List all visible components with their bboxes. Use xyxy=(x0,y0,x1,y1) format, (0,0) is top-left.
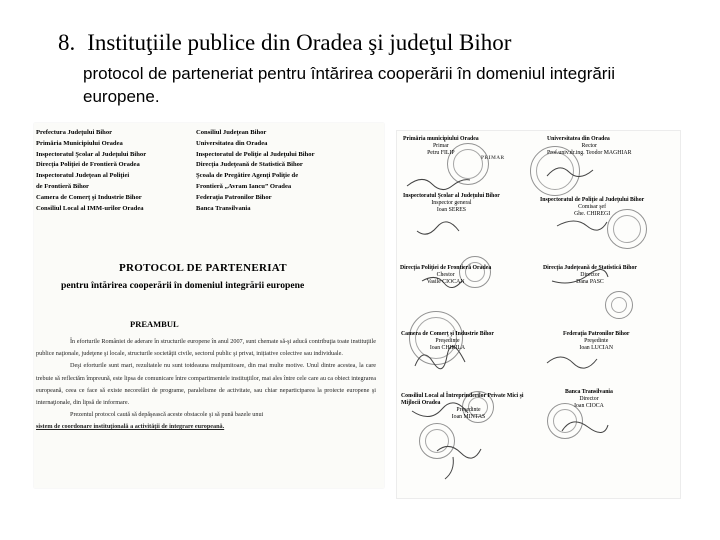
signature-scrawl xyxy=(562,422,608,433)
signature-name: Ghe. CHIREGI xyxy=(574,211,611,217)
institution-name: Frontieră „Avram Iancu” Oradea xyxy=(196,182,292,190)
signature-org: Banca Transilvania xyxy=(565,389,613,395)
institutions-list xyxy=(36,129,376,215)
heading-title: Instituţiile publice din Oradea şi judeţul Bihor xyxy=(87,30,512,55)
institution-name: Direcţia Judeţeană de Statistică Bihor xyxy=(196,161,303,169)
handwritten-signatures xyxy=(397,131,680,498)
signature-name: Ioan MINTAS xyxy=(451,414,486,420)
signature-role: Comisar şef xyxy=(578,204,607,210)
signatures-page-scan xyxy=(396,130,681,499)
signature-org: Primăria municipiului Oradea xyxy=(403,136,479,142)
signature-block xyxy=(540,197,644,218)
signature-block xyxy=(565,389,613,410)
signature-name: Ioan CHIRILA xyxy=(429,345,466,351)
institution-row xyxy=(36,151,376,162)
signature-org: Inspectoratul Şcolar al Judeţului Bihor xyxy=(403,193,500,199)
signature-scrawl xyxy=(437,446,481,458)
signature-org: Direcţia Poliţiei de Frontieră Oradea xyxy=(400,265,492,271)
institution-name: Consiliul Judeţean Bihor xyxy=(196,129,267,136)
protocol-page-scan xyxy=(34,123,384,488)
institution-row xyxy=(36,183,376,194)
signature-org: Universitatea din Oradea xyxy=(547,136,610,142)
preamble-text xyxy=(36,336,376,434)
paragraph: sistem de coordonare instituţională a activităţii de integrare europeană. xyxy=(36,423,225,431)
institution-row xyxy=(36,172,376,183)
protocol-subtitle: pentru întărirea cooperării în domeniul integrării europene xyxy=(61,280,305,291)
signature-name: Dana PASC xyxy=(576,279,604,285)
signature-org: Federaţia Patronilor Bihor xyxy=(563,331,630,337)
paragraph: Prezentul protocol caută să depăşească aceste obstacole şi să pună bazele unui xyxy=(70,411,264,419)
signature-scrawl xyxy=(547,357,597,368)
signature-name: Vasile CIOCAN xyxy=(426,279,465,285)
preamble-title: PREAMBUL xyxy=(130,319,179,329)
signature-role: Preşedinte xyxy=(435,338,460,344)
signature-org: Camera de Comerţ şi Industrie Bihor xyxy=(401,331,494,337)
institution-name: Camera de Comerţ şi Industrie Bihor xyxy=(36,193,142,201)
signature-scrawl xyxy=(445,457,453,479)
signature-name: Ioan CIOCA xyxy=(574,403,604,409)
institution-name: Banca Transilvania xyxy=(196,204,251,212)
institution-row xyxy=(36,205,376,216)
institution-name: Prefectura Judeţului Bihor xyxy=(36,129,113,136)
institution-name: Şcoala de Pregătire Agenţi Poliţie de xyxy=(196,172,299,180)
signature-scrawl xyxy=(557,221,607,230)
signature-role: Preşedinte xyxy=(584,338,609,344)
slide-subtitle: protocol de parteneriat pentru întărirea cooperării în domeniul integrării europene. xyxy=(83,64,616,106)
signature-org: Consiliul Local al Întreprinderilor Private Mici şi Mijlocii Oradea xyxy=(401,393,524,406)
signature-name: Prof.univ.dr.ing. Teodor MAGHIAR xyxy=(547,150,632,156)
signature-block xyxy=(563,331,629,352)
signature-scrawl xyxy=(547,168,593,177)
institution-name: Inspectoratul Judeţean al Poliţiei xyxy=(36,172,130,180)
signature-role: Inspector general xyxy=(431,200,472,206)
signature-block xyxy=(401,393,536,421)
stamp-label: PRIMAR xyxy=(481,156,505,161)
heading-number: 8. xyxy=(58,30,76,55)
protocol-title: PROTOCOL DE PARTENERIAT xyxy=(119,262,287,274)
institution-name: Inspectoratul Şcolar al Judeţului Bihor xyxy=(36,150,147,158)
signature-block xyxy=(401,331,494,352)
signature-block xyxy=(543,265,637,286)
institution-name: Federaţia Patronilor Bihor xyxy=(196,193,272,201)
signature-org: Direcţia Judeţeană de Statistică Bihor xyxy=(543,265,637,271)
signature-scrawl xyxy=(407,179,470,189)
signature-name: Ioan SERES xyxy=(436,207,466,213)
signature-role: Director xyxy=(579,396,599,402)
institution-name: Direcţia Poliţiei de Frontieră Oradea xyxy=(36,161,140,169)
signature-role: Chestor xyxy=(436,272,455,278)
institution-name: Inspectoratul de Poliţie al Judeţului Bihor xyxy=(196,150,315,158)
signature-block xyxy=(403,193,500,214)
signature-role: Primar xyxy=(432,143,449,149)
signature-block xyxy=(400,265,491,286)
signature-role: Director xyxy=(580,272,600,278)
signature-name: Ioan LUCIAN xyxy=(579,345,614,351)
institution-name: Consiliul Local al IMM-urilor Oradea xyxy=(36,204,144,212)
paragraph: În eforturile României de aderare în structurile europene în anul 2007, sunt chemate să-şi aducă contribuţia toate instituţiile publice naţionale, judeţene şi locale, structurile societăţii civile, sectorul public şi privat, inițiative colective sau individuale. xyxy=(36,338,376,358)
institution-name: Primăria Municipiului Oradea xyxy=(36,139,123,147)
institution-row xyxy=(36,161,376,172)
signature-name: Petru FILIP xyxy=(427,150,455,156)
paragraph: Deşi eforturile sunt mari, rezultatele nu sunt totdeauna mulţumitoare, din mai multe motive. Unul dintre acestea, la care trebuie să reflectăm împreună, este lipsa de comunicare între compartimentele instituţiilor, mai ales între cele care au ca obiect integrarea europeană, ceea ce face să existe necorelări de programe, paralelisme de activitate, sau chiar neparticiparea la proiecte europene şi internaţionale, din lipsă de informare. xyxy=(36,362,376,407)
signature-block xyxy=(403,136,479,157)
signature-role: Preşedinte xyxy=(456,407,481,413)
slide-heading xyxy=(58,30,511,56)
institution-name: Universitatea din Oradea xyxy=(196,139,268,147)
institution-row xyxy=(36,140,376,151)
signature-block xyxy=(547,136,631,157)
institution-row xyxy=(36,129,376,140)
institution-name: de Frontieră Bihor xyxy=(36,182,89,190)
signature-role: Rector xyxy=(581,143,597,149)
signature-org: Inspectoratul de Poliţie al Judeţului Bihor xyxy=(540,197,645,203)
signature-scrawl xyxy=(417,222,459,234)
institution-row xyxy=(36,194,376,205)
